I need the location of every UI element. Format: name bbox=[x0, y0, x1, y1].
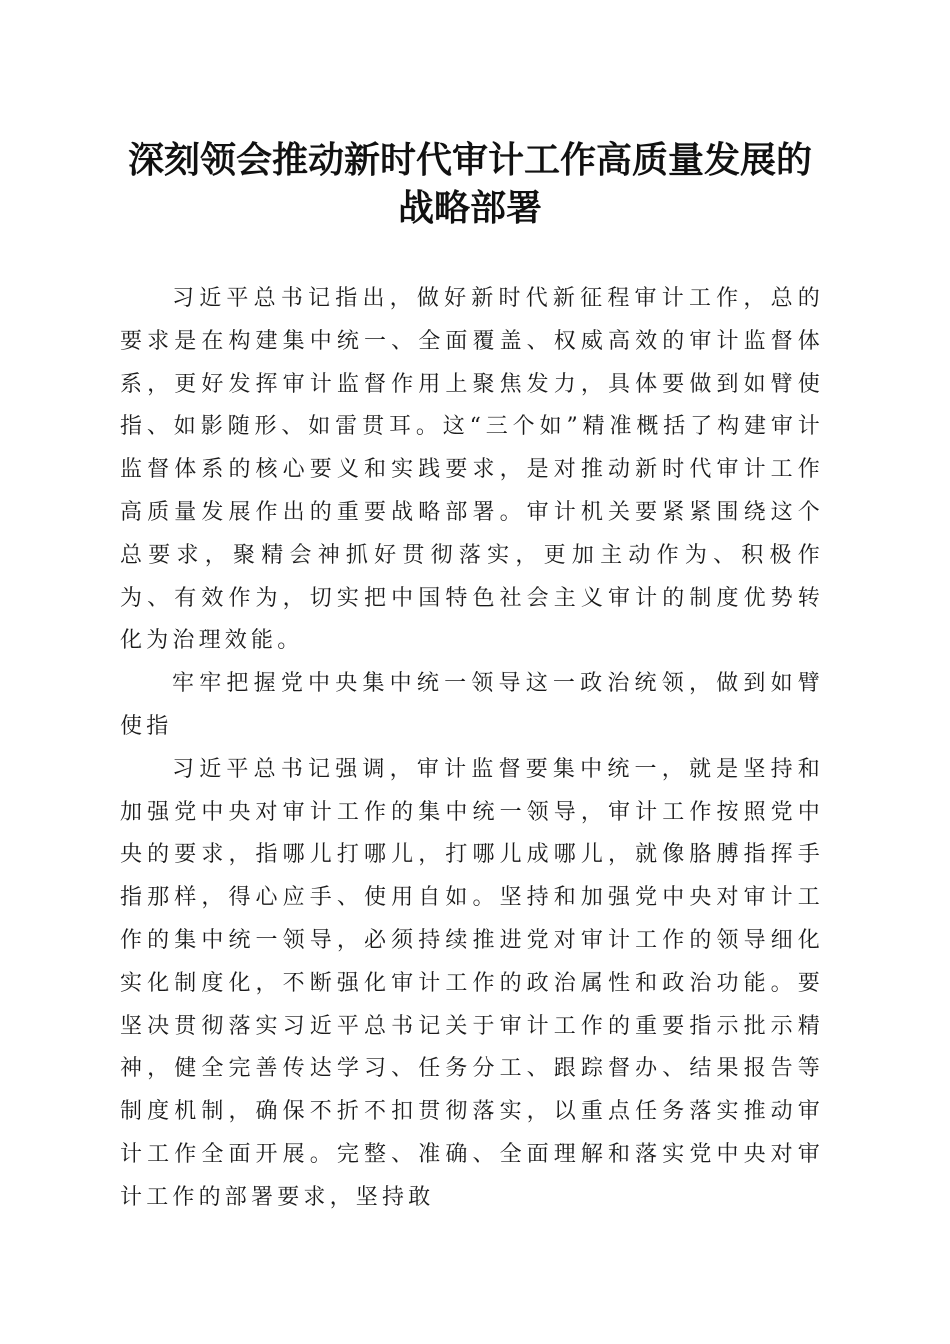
paragraph-intro: 习近平总书记指出，做好新时代新征程审计工作，总的要求是在构建集中统一、全面覆盖、权威高效的审计监督体系，更好发挥审计监督作用上聚焦发力，具体要做到如臂使指、如影随形、如雷贯耳。这“三个如”精准概括了构建审计监督体系的核心要义和实践要求，是对推动新时代审计工作高质量发展作出的重要战略部署。审计机关要紧紧围绕这个总要求，聚精会神抓好贯彻落实，更加主动作为、积极作为、有效作为，切实把中国特色社会主义审计的制度优势转化为治理效能。 bbox=[120, 286, 824, 654]
section-heading: 牢牢把握党中央集中统一领导这一政治统领，做到如臂使指 bbox=[120, 671, 824, 739]
document-body bbox=[120, 278, 824, 1220]
document-title: 深刻领会推动新时代审计工作高质量发展的战略部署 bbox=[127, 139, 812, 229]
paragraph-section-body: 习近平总书记强调，审计监督要集中统一，就是坚持和加强党中央对审计工作的集中统一领导，审计工作按照党中央的要求，指哪儿打哪儿，打哪儿成哪儿，就像胳膊指挥手指那样，得心应手、使用自如。坚持和加强党中央对审计工作的集中统一领导，必须持续推进党对审计工作的领导细化实化制度化，不断强化审计工作的政治属性和政治功能。要坚决贯彻落实习近平总书记关于审计工作的重要指示批示精神，健全完善传达学习、任务分工、跟踪督办、结果报告等制度机制，确保不折不扣贯彻落实，以重点任务落实推动审计工作全面开展。完整、准确、全面理解和落实党中央对审计工作的部署要求，坚持敢 bbox=[120, 756, 824, 1210]
